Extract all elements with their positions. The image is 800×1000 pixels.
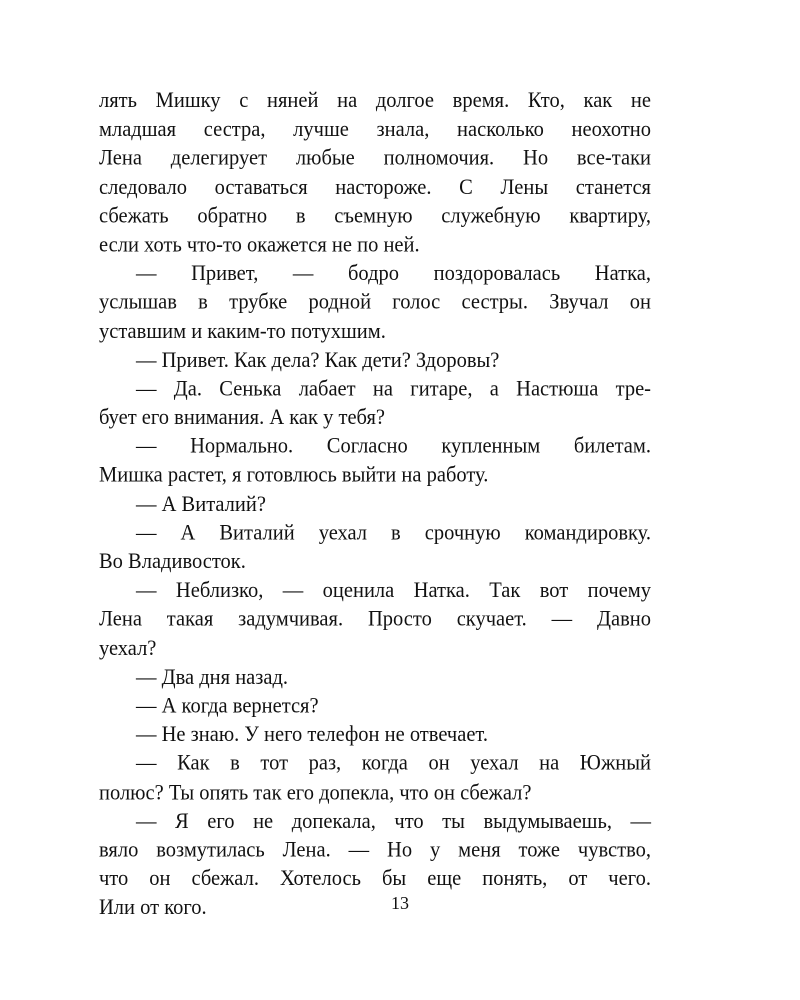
text-line: — Привет, — бодро поздоровалась Натка,: [136, 262, 651, 286]
page-number: 13: [391, 893, 409, 913]
text-line: — Не знаю. У него телефон не отвечает.: [136, 723, 488, 747]
text-line: уехал?: [99, 636, 157, 660]
text-line: уставшим и каким-то потухшим.: [99, 319, 386, 343]
text-line: Во Владивосток.: [99, 550, 246, 574]
text-line: Лена делегирует любые полномочия. Но все-таки: [99, 146, 651, 171]
text-line: услышав в трубке родной голос сестры. Звучал он: [99, 290, 651, 315]
text-line: вяло возмутилась Лена. — Но у меня тоже чувство,: [99, 838, 651, 862]
text-line: младшая сестра, лучше знала, насколько неохотно: [99, 117, 651, 142]
text-line: — Два дня назад.: [136, 665, 289, 689]
text-line: полюс? Ты опять так его допекла, что он сбежал?: [99, 780, 532, 805]
text-line: Мишка растет, я готовлюсь выйти на работу.: [99, 463, 489, 488]
text-line: бует его внимания. А как у тебя?: [99, 406, 385, 430]
text-line: — А когда вернется?: [136, 694, 319, 718]
text-line: — Я его не допекала, что ты выдумываешь, —: [136, 809, 651, 833]
body-text: [99, 87, 651, 923]
text-line: — Как в тот раз, когда он уехал на Южный: [136, 751, 651, 776]
text-line: — А Виталий?: [136, 492, 266, 516]
text-line: лять Мишку с няней на долгое время. Кто, как не: [99, 89, 651, 113]
text-line: — Да. Сенька лабает на гитаре, а Настюша тре-: [136, 377, 651, 401]
text-line: Или от кого.: [99, 896, 207, 920]
text-line: — А Виталий уехал в срочную командировку.: [136, 521, 651, 545]
text-line: следовало оставаться настороже. С Лены станется: [99, 175, 651, 199]
text-line: если хоть что-то окажется не по ней.: [99, 233, 420, 257]
text-line: — Привет. Как дела? Как дети? Здоровы?: [136, 348, 500, 372]
text-line: сбежать обратно в съемную служебную квартиру,: [99, 204, 651, 228]
text-line: — Нормально. Согласно купленным билетам.: [136, 434, 651, 459]
text-line: что он сбежал. Хотелось бы еще понять, от чего.: [99, 867, 651, 891]
text-line: Лена такая задумчивая. Просто скучает. — Давно: [99, 607, 651, 632]
text-line: — Неблизко, — оценила Натка. Так вот почему: [136, 579, 651, 603]
